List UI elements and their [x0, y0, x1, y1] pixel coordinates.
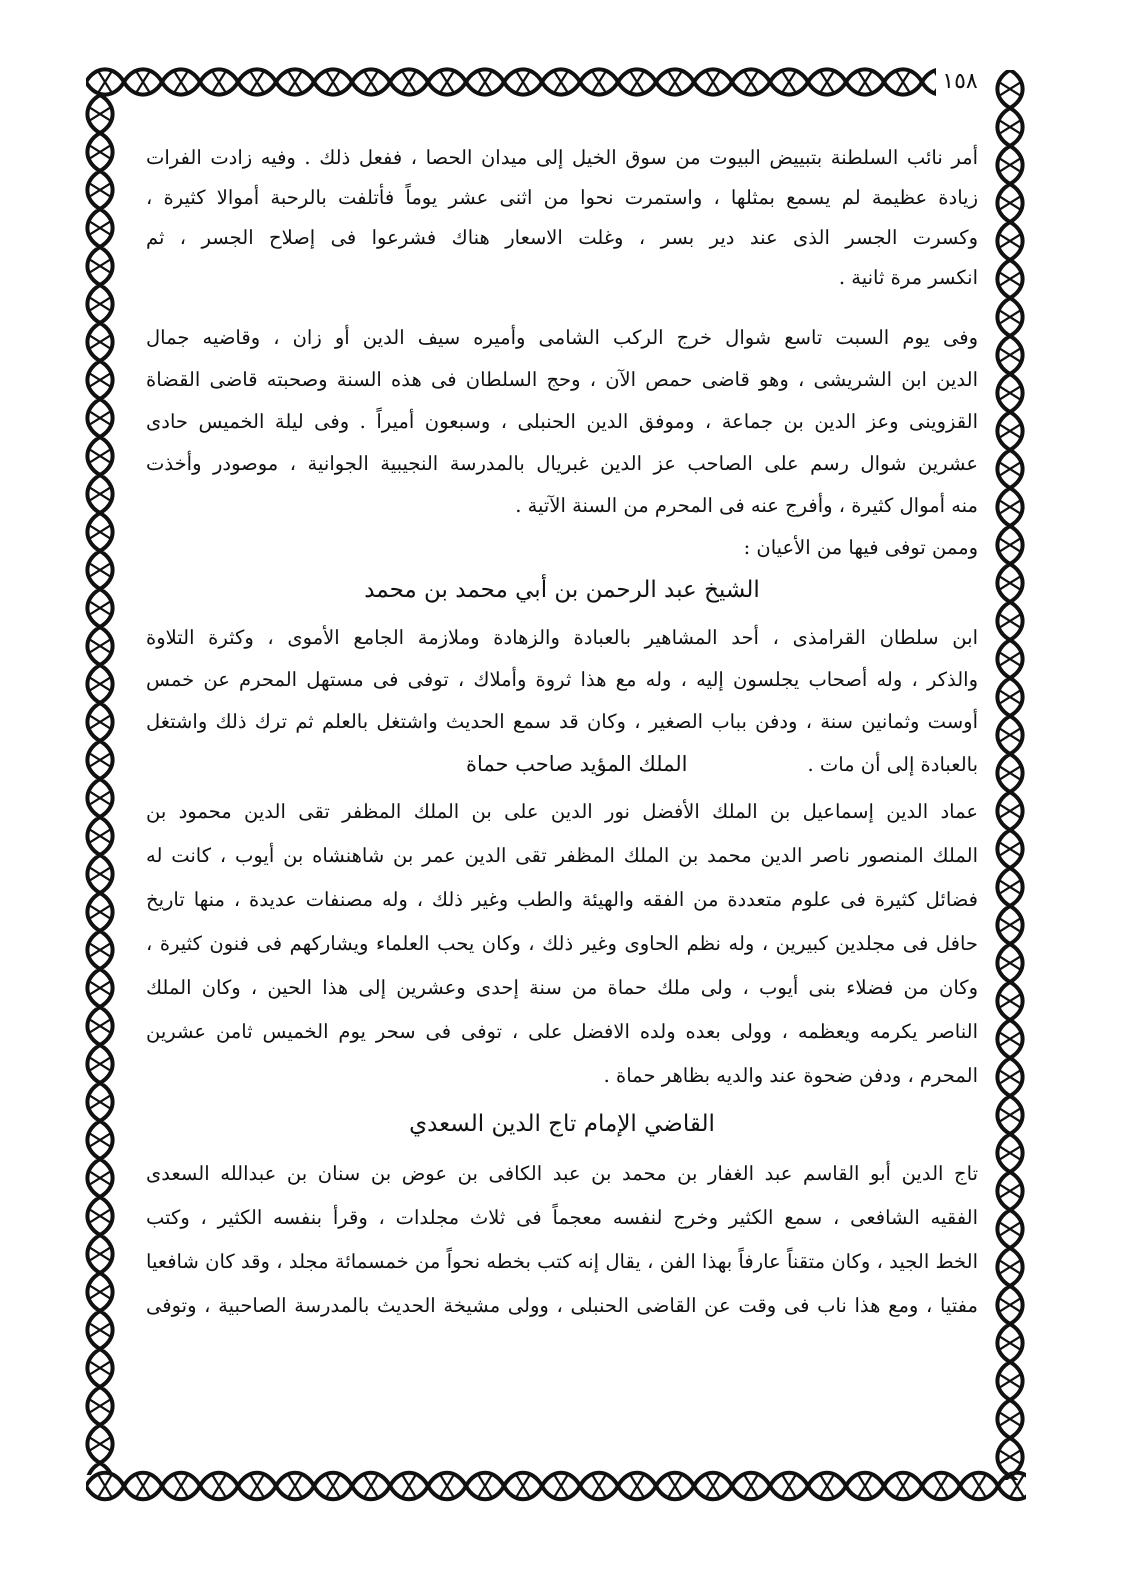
text-line: فضائل كثيرة فى علوم متعددة من الفقه والهيئة والطب وغير ذلك ، وله مصنفات عديدة ، منها تاريخ: [146, 888, 978, 911]
text-line: أوست وثمانين سنة ، ودفن بباب الصغير ، وكان قد سمع الحديث واشتغل بالعلم ثم ترك ذلك واشتغل: [146, 710, 978, 733]
text-line: حافل فى مجلدين كبيرين ، وله نظم الحاوى وغير ذلك ، وكان يحب العلماء ويشاركهم فى فنون كثيرة ،: [146, 932, 978, 955]
text-line: عماد الدين إسماعيل بن الملك الأفضل نور الدين على بن الملك المظفر تقى الدين محمود بن: [146, 800, 978, 823]
text-line: وممن توفى فيها من الأعيان :: [743, 536, 978, 559]
page-body: [146, 138, 978, 1458]
text-line: مفتيا ، ومع هذا ناب فى وقت عن القاضى الحنبلى ، وولى مشيخة الحديث بالمدرسة الصاحبية ، وتوفى: [146, 1294, 978, 1317]
text-line: تاج الدين أبو القاسم عبد الغفار بن محمد بن عبد الكافى بن عوض بن سنان بن عبدالله السعدى: [146, 1162, 978, 1185]
text-line: الملك المنصور ناصر الدين محمد بن الملك المظفر تقى الدين عمر بن شاهنشاه بن أيوب ، كانت له: [146, 844, 978, 867]
ornamental-border-left: [80, 95, 120, 1475]
ornamental-border-bottom: [86, 1465, 1026, 1507]
text-line: الخط الجيد ، وكان متقناً عارفاً بهذا الفن ، يقال إنه كتب بخطه نحواً من خمسمائة مجلد ، وقد كان شافعيا: [146, 1250, 978, 1273]
text-line: الفقيه الشافعى ، سمع الكثير وخرج لنفسه معجماً فى ثلاث مجلدات ، وقرأ بنفسه الكثير ، وكتب: [146, 1206, 978, 1229]
ornamental-border-right: [990, 70, 1030, 1480]
section-heading: الملك المؤيد صاحب حماة: [465, 752, 688, 776]
text-line: انكسر مرة ثانية .: [838, 266, 978, 289]
text-line: [146, 744, 978, 784]
page-number: ١٥٨: [942, 69, 978, 94]
text-line: الناصر يكرمه ويعظمه ، وولى بعده ولده الافضل على ، توفى فى سحر يوم الخميس ثامن عشرين: [146, 1020, 978, 1043]
text-line: القزوينى وعز الدين بن جماعة ، وموفق الدين الحنبلى ، وسبعون أميراً . وفى ليلة الخميس حادى: [146, 410, 978, 433]
text-line: زيادة عظيمة لم يسمع بمثلها ، واستمرت نحوا من اثنى عشر يوماً فأتلفت بالرحبة أموالا كثيرة ،: [146, 186, 978, 209]
text-line: الدين ابن الشريشى ، وهو قاضى حمص الآن ، وحج السلطان فى هذه السنة وصحبته قاضى القضاة: [146, 368, 978, 391]
text-line: أمر نائب السلطنة بتبييض البيوت من سوق الخيل إلى ميدان الحصا ، ففعل ذلك . وفيه زادت الفرات: [146, 146, 978, 169]
text-line: وفى يوم السبت تاسع شوال خرج الركب الشامى وأميره سيف الدين أو زان ، وقاضيه جمال: [146, 326, 978, 349]
section-heading: القاضي الإمام تاج الدين السعدي: [409, 1111, 715, 1137]
ornamental-border-top: [86, 62, 936, 102]
text-line: والذكر ، وله أصحاب يجلسون إليه ، وله مع هذا ثروة وأملاك ، توفى فى مستهل المحرم عن خمس: [146, 668, 978, 691]
text-line: منه أموال كثيرة ، وأفرج عنه فى المحرم من السنة الآتية .: [515, 494, 978, 517]
text-line: وكان من فضلاء بنى أيوب ، ولى ملك حماة من سنة إحدى وعشرين إلى هذا الحين ، وكان الملك: [146, 976, 978, 999]
text-line-fragment: بالعبادة إلى أن مات .: [807, 753, 978, 776]
text-line: وكسرت الجسر الذى عند دير بسر ، وغلت الاسعار هناك فشرعوا فى إصلاح الجسر ، ثم: [146, 226, 978, 249]
text-line: ابن سلطان القرامذى ، أحد المشاهير بالعبادة والزهادة وملازمة الجامع الأموى ، وكثرة التلاوة: [146, 626, 978, 649]
text-line: المحرم ، ودفن ضحوة عند والديه بظاهر حماة .: [603, 1064, 978, 1087]
section-heading: الشيخ عبد الرحمن بن أبي محمد بن محمد: [364, 577, 760, 603]
text-line: عشرين شوال رسم على الصاحب عز الدين غبريال بالمدرسة النجيبية الجوانية ، موصودر وأخذت: [146, 452, 978, 475]
